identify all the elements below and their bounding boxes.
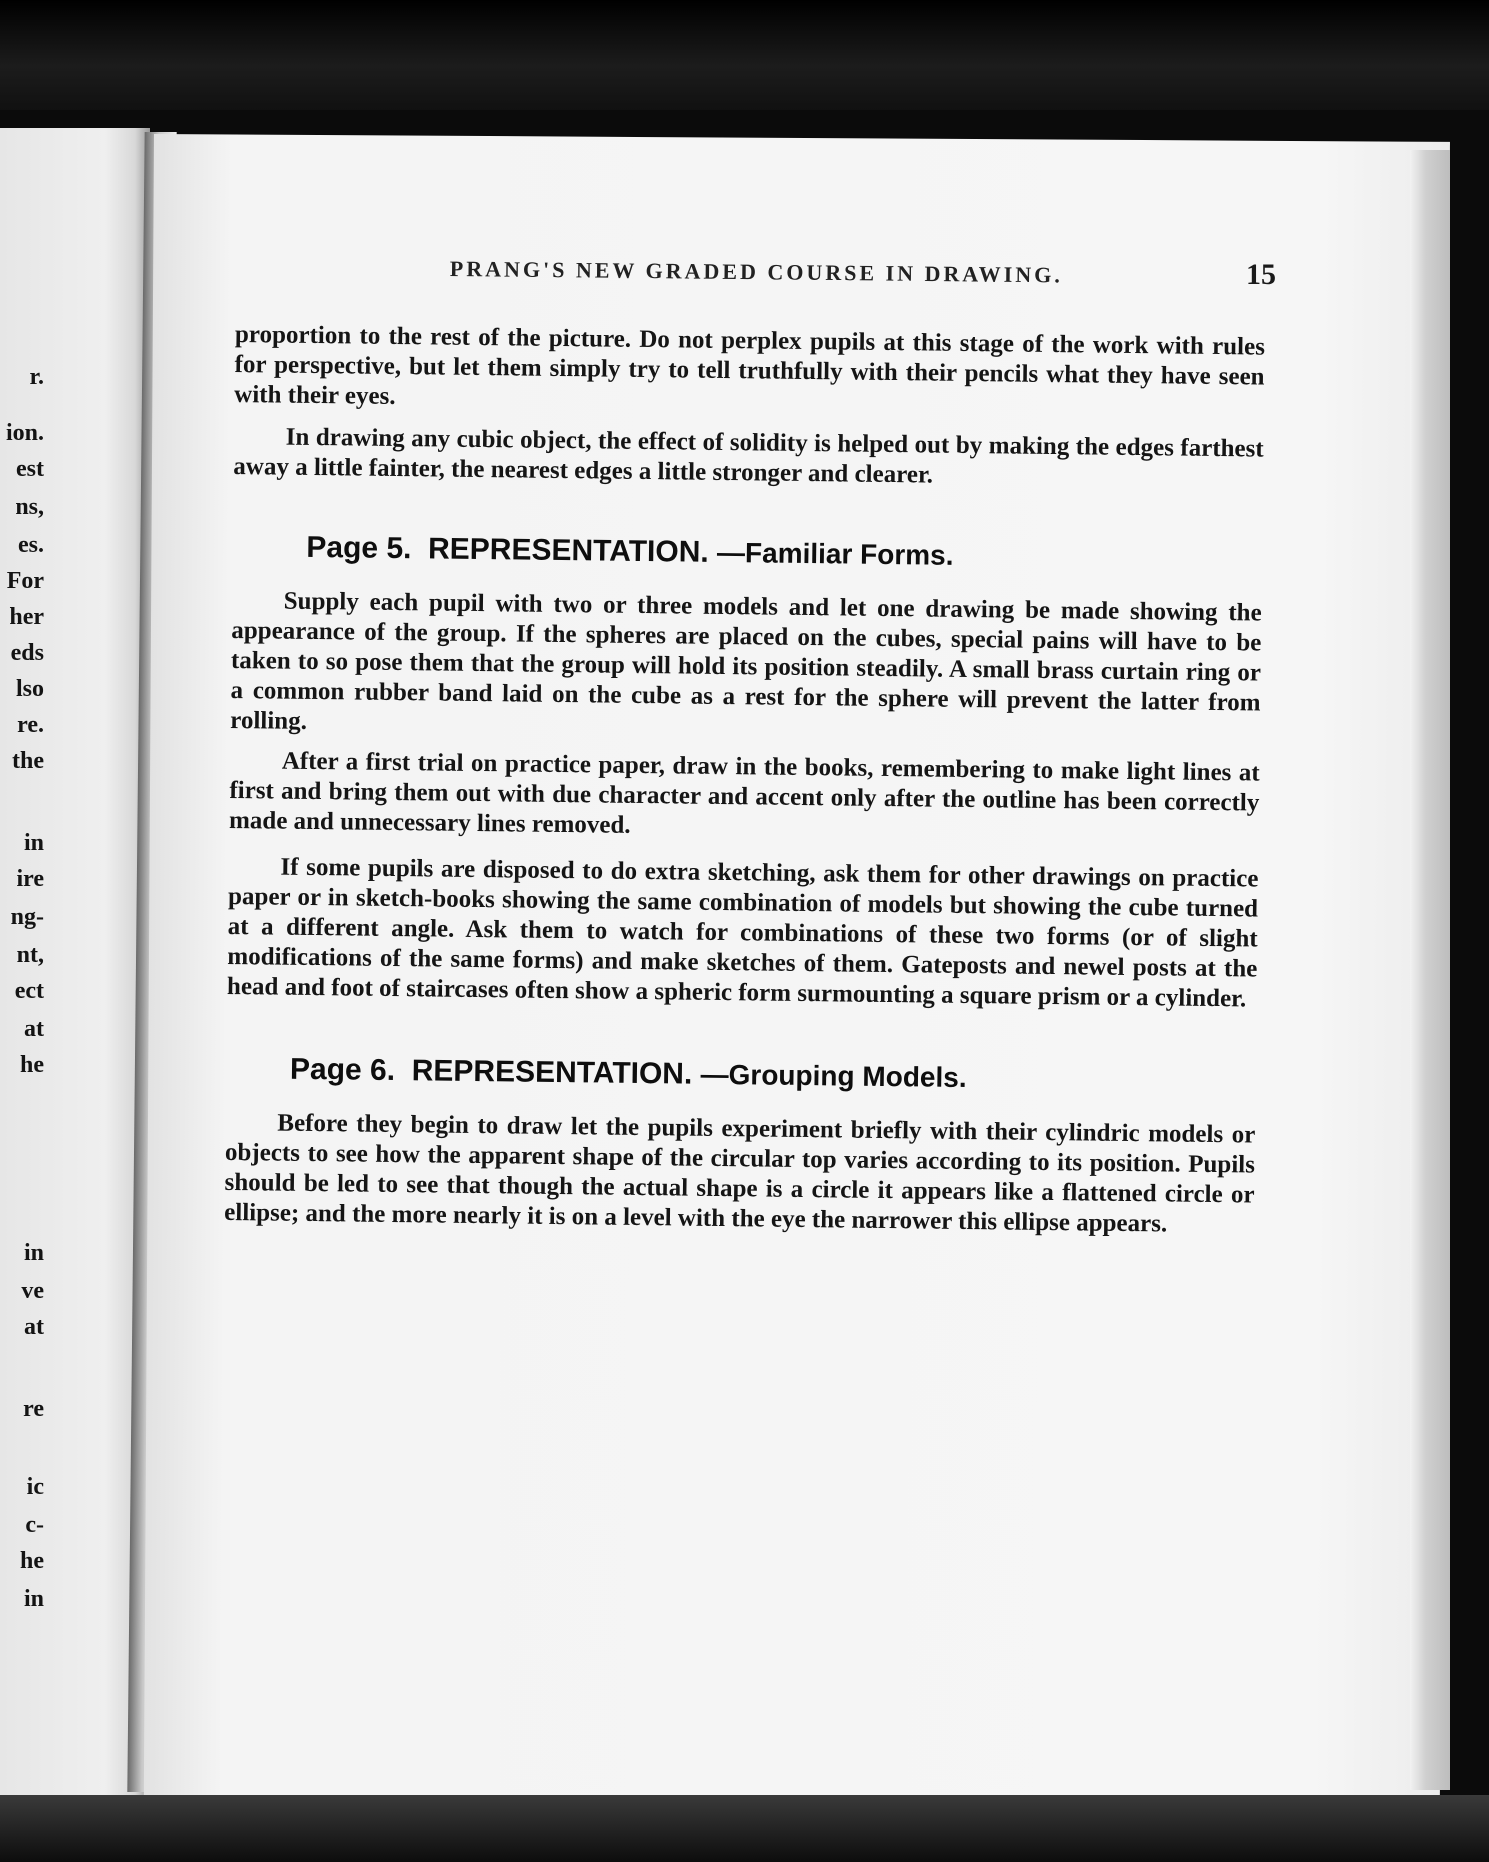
left-fragment: he <box>20 1548 44 1574</box>
left-fragment: in <box>23 1240 44 1266</box>
left-fragment: es. <box>18 532 44 558</box>
running-head: PRANG'S NEW GRADED COURSE IN DRAWING. <box>449 256 1063 288</box>
scan-bottom-border <box>0 1795 1489 1862</box>
left-fragment: ect <box>14 978 44 1004</box>
left-fragment: nt, <box>16 942 44 968</box>
page-body <box>224 252 1266 1241</box>
heading-subtitle: —Grouping Models. <box>700 1058 967 1093</box>
section-paragraph: Before they begin to draw let the pupils experiment briefly with their cylindric models or objects to see how the apparent shape of the circular top varies according to its position. Pupils should be led to see that though the actual shape is a circle it appears like a flattened circle or ellipse; and the more nearly it is on a level with the eye the narrower this ellipse appears. <box>224 1109 1256 1238</box>
left-fragment: For <box>6 568 44 594</box>
intro-paragraph: proportion to the rest of the picture. Do not perplex pupils at this stage of the work with rules for perspective, but let them simply try to tell truthfully with their pencils what they have seen with their eyes. <box>234 320 1266 410</box>
heading-page: Page 6. <box>289 1052 396 1088</box>
page-edge <box>1410 150 1450 1790</box>
heading-title: REPRESENTATION. <box>427 532 709 569</box>
left-fragment: r. <box>29 364 44 390</box>
heading-subtitle: —Familiar Forms. <box>716 536 954 571</box>
left-fragment: re <box>23 1396 44 1422</box>
left-fragment: ng- <box>10 904 44 930</box>
scan-top-border <box>0 0 1489 110</box>
left-fragment: in <box>23 830 44 856</box>
left-fragment: ns, <box>15 494 44 520</box>
heading-page: Page 5. <box>306 530 412 566</box>
left-fragment: in <box>23 1586 44 1612</box>
section-paragraph: Supply each pupil with two or three models and let one drawing be made showing the appearance of the group. If the spheres are placed on the cubes, special pains will have to be taken to so pose them that the group will hold its position steadily. A small brass curtain ring or a common rubber band laid on the cube as a rest for the sphere will prevent the latter from rolling. <box>230 587 1262 735</box>
section-heading <box>306 531 1262 577</box>
left-fragment: her <box>9 604 44 630</box>
left-fragment: re. <box>17 712 44 738</box>
left-fragment: the <box>12 748 44 774</box>
left-fragment: c- <box>25 1512 44 1538</box>
left-fragment: ion. <box>5 420 44 446</box>
page-number: 15 <box>1246 258 1276 291</box>
left-fragment: lso <box>15 676 44 702</box>
left-fragment: at <box>24 1314 44 1340</box>
heading-title: REPRESENTATION. <box>411 1054 693 1091</box>
intro-paragraph: In drawing any cubic object, the effect of solidity is helped out by making the edges farthest away a little fainter, the nearest edges a little stronger and clearer. <box>233 423 1264 489</box>
section-paragraph: After a first trial on practice paper, draw in the books, remembering to make light lines at first and bring them out with due character and accent only after the outline has been correctly made and unnecessary lines removed. <box>228 747 1260 839</box>
left-fragment: est <box>16 456 44 482</box>
section-paragraph: If some pupils are disposed to do extra sketching, ask them for other drawings on practice paper or in sketch-books showing the same combination of models but showing the cube turned at a different angle. Ask them to watch for combinations of these two forms (or of slight modifications of the same forms) and make sketches of them. Gateposts and newel posts at the head and foot of staircases often show a spheric form surmounting a square prism or a cylinder. <box>226 853 1259 1013</box>
left-fragment: at <box>24 1016 44 1042</box>
left-fragment: ve <box>21 1278 44 1304</box>
left-fragment: ire <box>16 866 44 892</box>
left-fragment: ic <box>26 1474 44 1500</box>
left-fragment: he <box>20 1052 44 1078</box>
section-heading <box>290 1053 1256 1099</box>
left-fragment: eds <box>10 640 44 666</box>
